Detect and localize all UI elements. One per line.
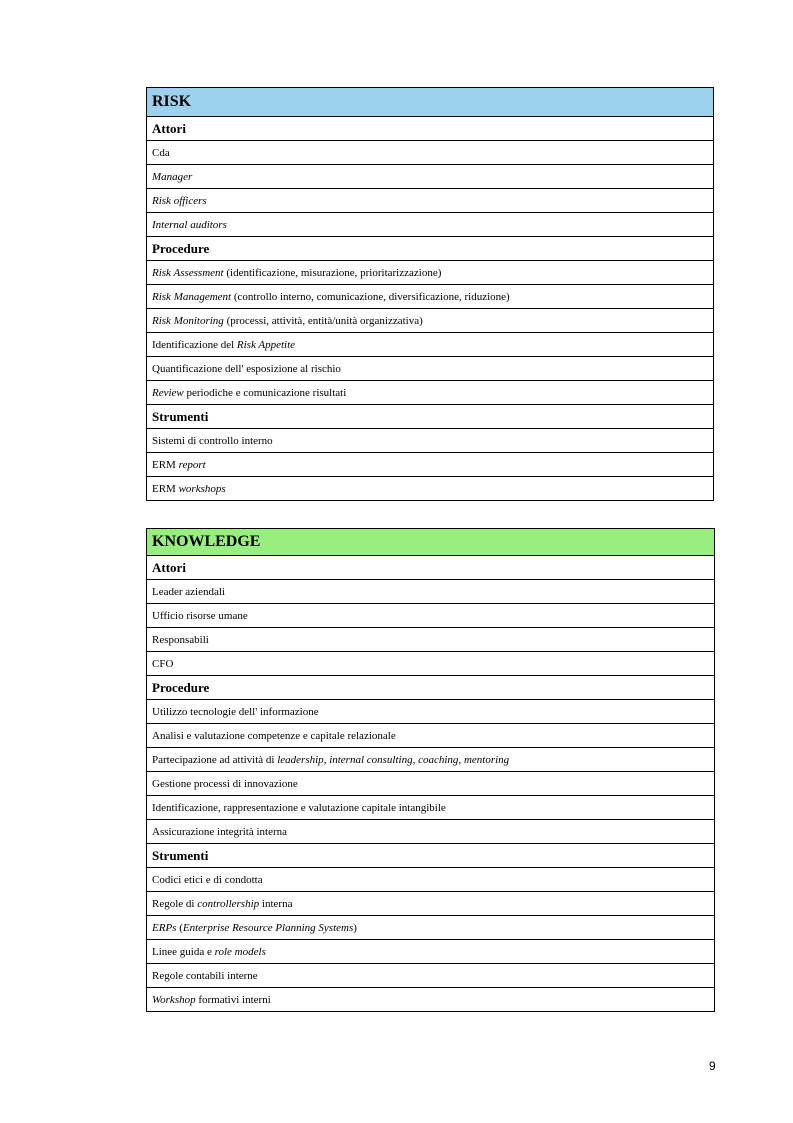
cell-text: ( bbox=[176, 921, 183, 934]
cell-text: leadership bbox=[277, 753, 324, 766]
knowledge-table-row bbox=[147, 915, 714, 939]
cell-text: Risk officers bbox=[152, 194, 207, 207]
risk-section-heading bbox=[147, 404, 713, 428]
cell-text: periodiche e comunicazione risultati bbox=[183, 386, 347, 399]
knowledge-table-row bbox=[147, 651, 714, 675]
risk-table-row bbox=[147, 164, 713, 188]
risk-table-row bbox=[147, 332, 713, 356]
cell-text: Partecipazione ad attività di bbox=[152, 753, 278, 766]
cell-text: , bbox=[458, 753, 464, 766]
cell-text: Linee guida e bbox=[152, 945, 215, 958]
knowledge-table-row bbox=[147, 795, 714, 819]
risk-table-row bbox=[147, 380, 713, 404]
cell-text: Attori bbox=[152, 559, 186, 575]
knowledge-section-heading bbox=[147, 555, 714, 579]
cell-text: formativi interni bbox=[195, 993, 271, 1006]
cell-text: Risk Management bbox=[152, 290, 232, 303]
risk-table-title: RISK bbox=[147, 88, 713, 116]
knowledge-table-row bbox=[147, 987, 714, 1011]
risk-table-row bbox=[147, 308, 713, 332]
knowledge-table-row bbox=[147, 627, 714, 651]
cell-text: Review bbox=[152, 386, 184, 399]
knowledge-table-row bbox=[147, 819, 714, 843]
cell-text: Risk Appetite bbox=[236, 338, 296, 351]
cell-text: (controllo interno, comunicazione, diversificazione, riduzione) bbox=[231, 290, 510, 303]
cell-text: internal consulting bbox=[329, 753, 413, 766]
risk-table-row bbox=[147, 476, 713, 500]
cell-text: mentoring bbox=[463, 753, 510, 766]
knowledge-section-heading bbox=[147, 675, 714, 699]
cell-text: Attori bbox=[152, 120, 186, 136]
knowledge-section-heading bbox=[147, 843, 714, 867]
cell-text: Analisi e valutazione competenze e capitale relazionale bbox=[152, 729, 396, 742]
cell-text: Regole contabili interne bbox=[152, 969, 258, 982]
knowledge-table-title: KNOWLEDGE bbox=[147, 529, 714, 555]
cell-text: Quantificazione dell' esposizione al rischio bbox=[152, 362, 341, 375]
cell-text: Utilizzo tecnologie dell' informazione bbox=[152, 705, 319, 718]
cell-text: ERM bbox=[152, 458, 179, 471]
risk-table-row bbox=[147, 212, 713, 236]
cell-text: report bbox=[178, 458, 206, 471]
risk-table-row bbox=[147, 356, 713, 380]
risk-table-row bbox=[147, 260, 713, 284]
cell-text: Leader aziendali bbox=[152, 585, 225, 598]
cell-text: Codici etici e di condotta bbox=[152, 873, 263, 886]
cell-text: role models bbox=[214, 945, 266, 958]
cell-text: Regole di bbox=[152, 897, 198, 910]
cell-text: Procedure bbox=[152, 679, 210, 695]
knowledge-table-row bbox=[147, 603, 714, 627]
cell-text: ERPs bbox=[152, 921, 177, 934]
cell-text: Internal auditors bbox=[152, 218, 227, 231]
cell-text: (processi, attività, entità/unità organizzativa) bbox=[223, 314, 423, 327]
cell-text: Assicurazione integrità interna bbox=[152, 825, 288, 838]
knowledge-table-row bbox=[147, 891, 714, 915]
cell-text: (identificazione, misurazione, prioritarizzazione) bbox=[223, 266, 442, 279]
knowledge-table-row bbox=[147, 723, 714, 747]
cell-text: Enterprise Resource Planning Systems bbox=[182, 921, 354, 934]
risk-section-heading bbox=[147, 116, 713, 140]
cell-text: Responsabili bbox=[152, 633, 209, 646]
knowledge-table-row bbox=[147, 771, 714, 795]
cell-text: controllership bbox=[197, 897, 260, 910]
cell-text: Sistemi di controllo interno bbox=[152, 434, 273, 447]
cell-text: ) bbox=[353, 921, 357, 934]
cell-text: Ufficio risorse umane bbox=[152, 609, 248, 622]
cell-text: Strumenti bbox=[152, 408, 209, 424]
knowledge-table-row bbox=[147, 939, 714, 963]
cell-text: Strumenti bbox=[152, 847, 209, 863]
cell-text: Risk Assessment bbox=[152, 266, 224, 279]
risk-table-row bbox=[147, 188, 713, 212]
cell-text: Risk Monitoring bbox=[152, 314, 224, 327]
cell-text: Identificazione, rappresentazione e valutazione capitale intangibile bbox=[152, 801, 446, 814]
cell-text: , bbox=[323, 753, 330, 766]
knowledge-table-row bbox=[147, 867, 714, 891]
risk-table-row bbox=[147, 452, 713, 476]
risk-table-row bbox=[147, 140, 713, 164]
risk-table-row bbox=[147, 428, 713, 452]
risk-table bbox=[146, 87, 714, 501]
cell-text: Cda bbox=[152, 146, 170, 159]
cell-text: , bbox=[412, 753, 419, 766]
knowledge-table bbox=[146, 528, 715, 1012]
cell-text: coaching bbox=[418, 753, 459, 766]
cell-text: Workshop bbox=[152, 993, 196, 1006]
cell-text: Gestione processi di innovazione bbox=[152, 777, 298, 790]
knowledge-table-row bbox=[147, 747, 714, 771]
risk-table-row bbox=[147, 284, 713, 308]
cell-text: Procedure bbox=[152, 240, 210, 256]
cell-text: CFO bbox=[152, 657, 174, 670]
cell-text: workshops bbox=[178, 482, 226, 495]
cell-text: Manager bbox=[152, 170, 193, 183]
knowledge-table-row bbox=[147, 699, 714, 723]
page-number: 9 bbox=[709, 1059, 716, 1073]
risk-section-heading bbox=[147, 236, 713, 260]
cell-text: interna bbox=[259, 897, 293, 910]
cell-text: Identificazione del bbox=[152, 338, 237, 351]
cell-text: ERM bbox=[152, 482, 179, 495]
knowledge-table-row bbox=[147, 579, 714, 603]
knowledge-table-row bbox=[147, 963, 714, 987]
